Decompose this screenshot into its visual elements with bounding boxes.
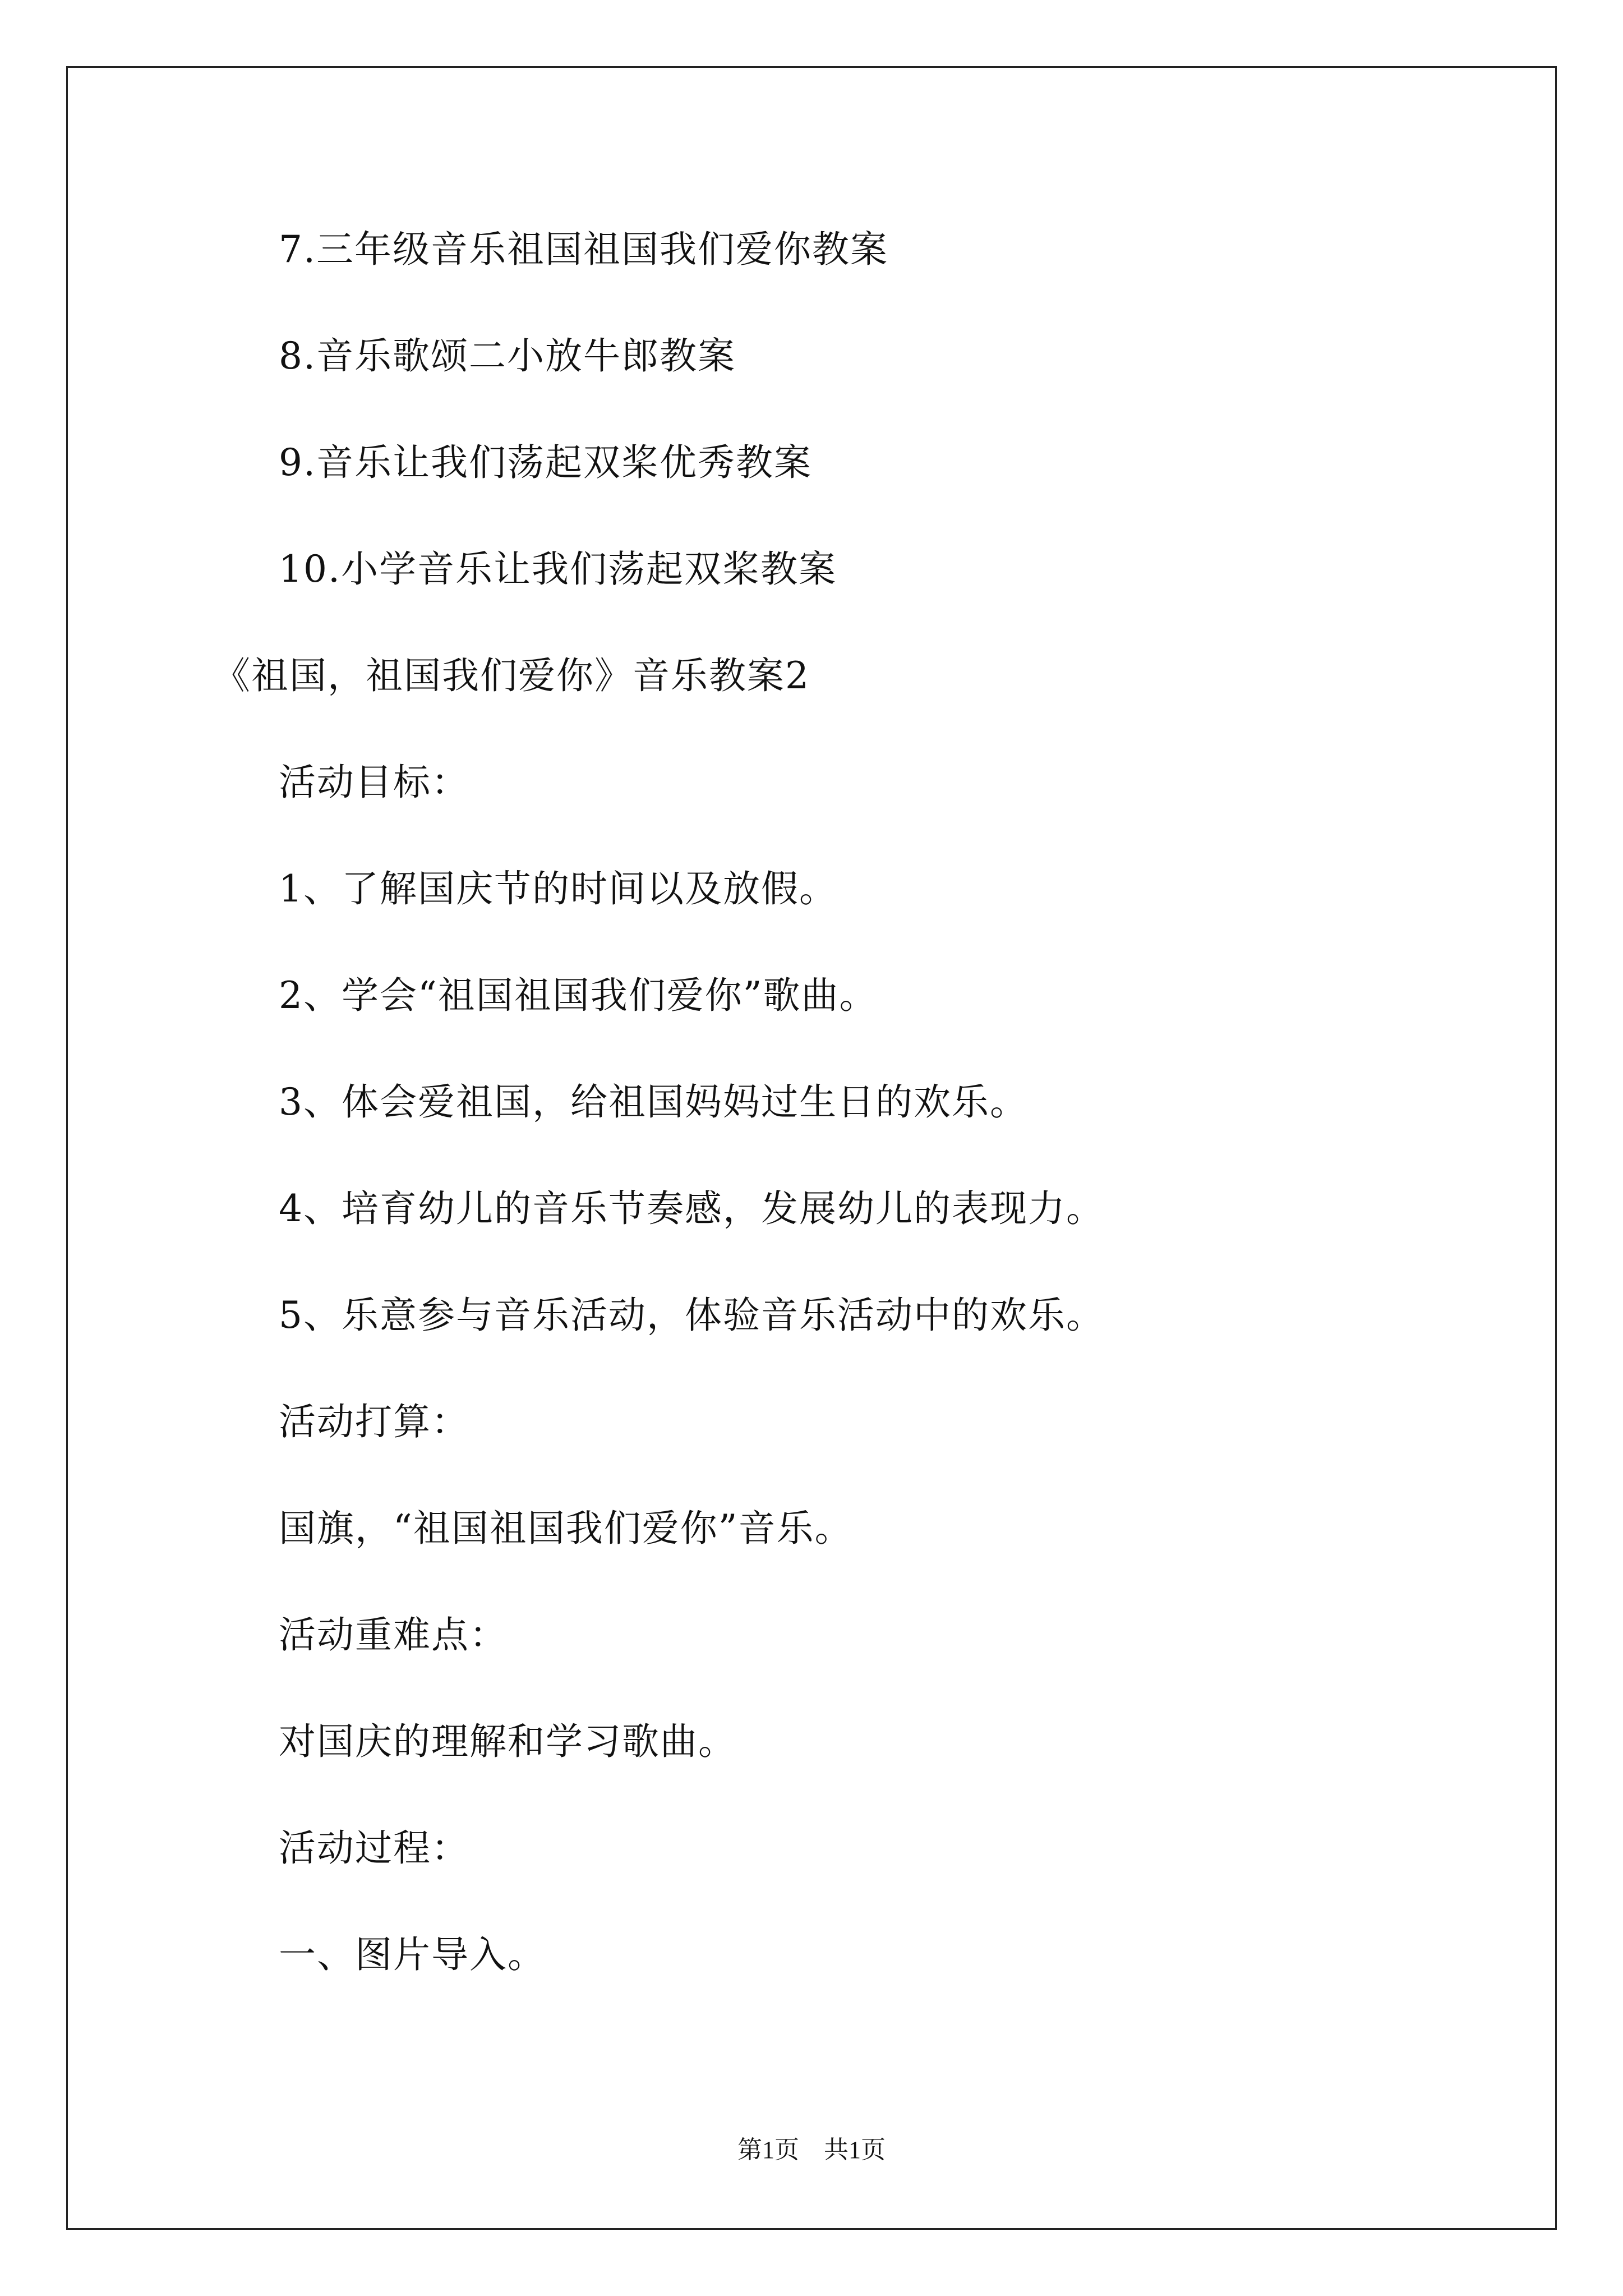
- list-item-7: 7.三年级音乐祖国祖国我们爱你教案: [279, 228, 888, 271]
- process-heading: 活动过程：: [279, 1826, 469, 1870]
- process-step-1: 一、图片导入。: [279, 1933, 546, 1976]
- list-item-10: 10.小学音乐让我们荡起双桨教案: [279, 547, 837, 591]
- page-border: [66, 66, 1557, 2230]
- goal-item-3: 3、体会爱祖国，给祖国妈妈过生日的欢乐。: [279, 1080, 1028, 1124]
- goal-heading: 活动目标：: [279, 761, 469, 804]
- goal-item-1: 1、了解国庆节的时间以及放假。: [279, 867, 837, 910]
- key-heading: 活动重难点：: [279, 1613, 508, 1657]
- list-item-8: 8.音乐歌颂二小放牛郎教案: [279, 334, 736, 378]
- key-text: 对国庆的理解和学习歌曲。: [279, 1720, 736, 1763]
- prep-text: 国旗，“祖国祖国我们爱你”音乐。: [279, 1507, 853, 1550]
- list-item-9: 9.音乐让我们荡起双桨优秀教案: [279, 441, 812, 484]
- section-title: 《祖国，祖国我们爱你》音乐教案2: [213, 654, 810, 697]
- prep-heading: 活动打算：: [279, 1400, 469, 1443]
- goal-item-4: 4、培育幼儿的音乐节奏感，发展幼儿的表现力。: [279, 1187, 1104, 1230]
- goal-item-5: 5、乐意参与音乐活动，体验音乐活动中的欢乐。: [279, 1294, 1104, 1337]
- goal-item-2: 2、学会“祖国祖国我们爱你”歌曲。: [279, 974, 878, 1017]
- page-footer: 第1页 共1页: [737, 2136, 886, 2164]
